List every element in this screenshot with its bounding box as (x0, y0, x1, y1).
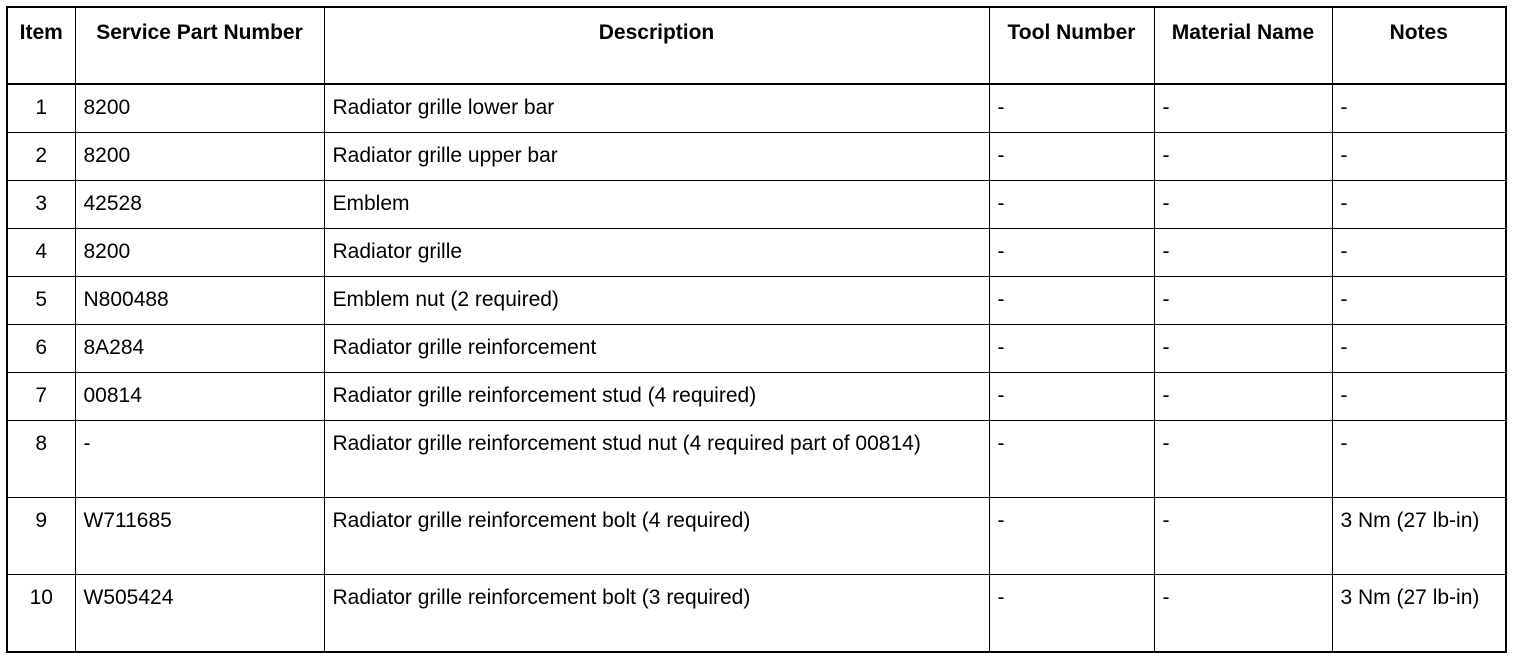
cell-material-name: - (1154, 421, 1332, 498)
cell-description: Radiator grille reinforcement (324, 325, 989, 373)
cell-part-number: 8200 (75, 229, 324, 277)
cell-tool-number: - (989, 498, 1154, 575)
table-row (7, 181, 1506, 229)
cell-material-name: - (1154, 84, 1332, 133)
cell-item: 8 (7, 421, 75, 498)
header-item: Item (7, 7, 75, 84)
header-description: Description (324, 7, 989, 84)
cell-item: 9 (7, 498, 75, 575)
cell-tool-number: - (989, 181, 1154, 229)
cell-part-number: 8200 (75, 133, 324, 181)
table-body (7, 84, 1506, 652)
table-row (7, 229, 1506, 277)
cell-notes: - (1332, 421, 1506, 498)
cell-description: Emblem nut (2 required) (324, 277, 989, 325)
cell-item: 6 (7, 325, 75, 373)
cell-tool-number: - (989, 84, 1154, 133)
table-row (7, 277, 1506, 325)
table-row (7, 325, 1506, 373)
header-tool-number: Tool Number (989, 7, 1154, 84)
cell-part-number: 8A284 (75, 325, 324, 373)
table-row (7, 498, 1506, 575)
cell-notes: - (1332, 133, 1506, 181)
cell-description: Radiator grille reinforcement bolt (4 required) (324, 498, 989, 575)
cell-notes: - (1332, 277, 1506, 325)
cell-item: 5 (7, 277, 75, 325)
cell-description: Emblem (324, 181, 989, 229)
header-service-part-number: Service Part Number (75, 7, 324, 84)
table-row (7, 421, 1506, 498)
cell-notes: - (1332, 181, 1506, 229)
cell-material-name: - (1154, 181, 1332, 229)
header-material-name: Material Name (1154, 7, 1332, 84)
cell-notes: 3 Nm (27 lb-in) (1332, 575, 1506, 653)
cell-notes: - (1332, 84, 1506, 133)
cell-material-name: - (1154, 575, 1332, 653)
cell-item: 2 (7, 133, 75, 181)
table-row (7, 373, 1506, 421)
cell-material-name: - (1154, 373, 1332, 421)
cell-notes: 3 Nm (27 lb-in) (1332, 498, 1506, 575)
table-row (7, 84, 1506, 133)
cell-material-name: - (1154, 325, 1332, 373)
cell-tool-number: - (989, 133, 1154, 181)
cell-description: Radiator grille lower bar (324, 84, 989, 133)
cell-notes: - (1332, 229, 1506, 277)
cell-part-number: 00814 (75, 373, 324, 421)
cell-part-number: - (75, 421, 324, 498)
cell-tool-number: - (989, 229, 1154, 277)
cell-description: Radiator grille reinforcement stud nut (4 required part of 00814) (324, 421, 989, 498)
cell-material-name: - (1154, 498, 1332, 575)
cell-tool-number: - (989, 277, 1154, 325)
cell-tool-number: - (989, 421, 1154, 498)
cell-material-name: - (1154, 229, 1332, 277)
cell-item: 1 (7, 84, 75, 133)
cell-part-number: 8200 (75, 84, 324, 133)
cell-item: 10 (7, 575, 75, 653)
table-header (7, 7, 1506, 84)
cell-item: 4 (7, 229, 75, 277)
cell-notes: - (1332, 373, 1506, 421)
parts-table (6, 6, 1507, 653)
cell-description: Radiator grille reinforcement stud (4 required) (324, 373, 989, 421)
cell-part-number: W505424 (75, 575, 324, 653)
cell-part-number: W711685 (75, 498, 324, 575)
cell-item: 7 (7, 373, 75, 421)
cell-item: 3 (7, 181, 75, 229)
table-row (7, 133, 1506, 181)
cell-description: Radiator grille reinforcement bolt (3 required) (324, 575, 989, 653)
cell-notes: - (1332, 325, 1506, 373)
cell-description: Radiator grille (324, 229, 989, 277)
cell-part-number: N800488 (75, 277, 324, 325)
cell-tool-number: - (989, 325, 1154, 373)
table-row (7, 575, 1506, 653)
cell-part-number: 42528 (75, 181, 324, 229)
cell-material-name: - (1154, 133, 1332, 181)
cell-tool-number: - (989, 373, 1154, 421)
header-notes: Notes (1332, 7, 1506, 84)
header-row (7, 7, 1506, 84)
cell-material-name: - (1154, 277, 1332, 325)
cell-description: Radiator grille upper bar (324, 133, 989, 181)
cell-tool-number: - (989, 575, 1154, 653)
